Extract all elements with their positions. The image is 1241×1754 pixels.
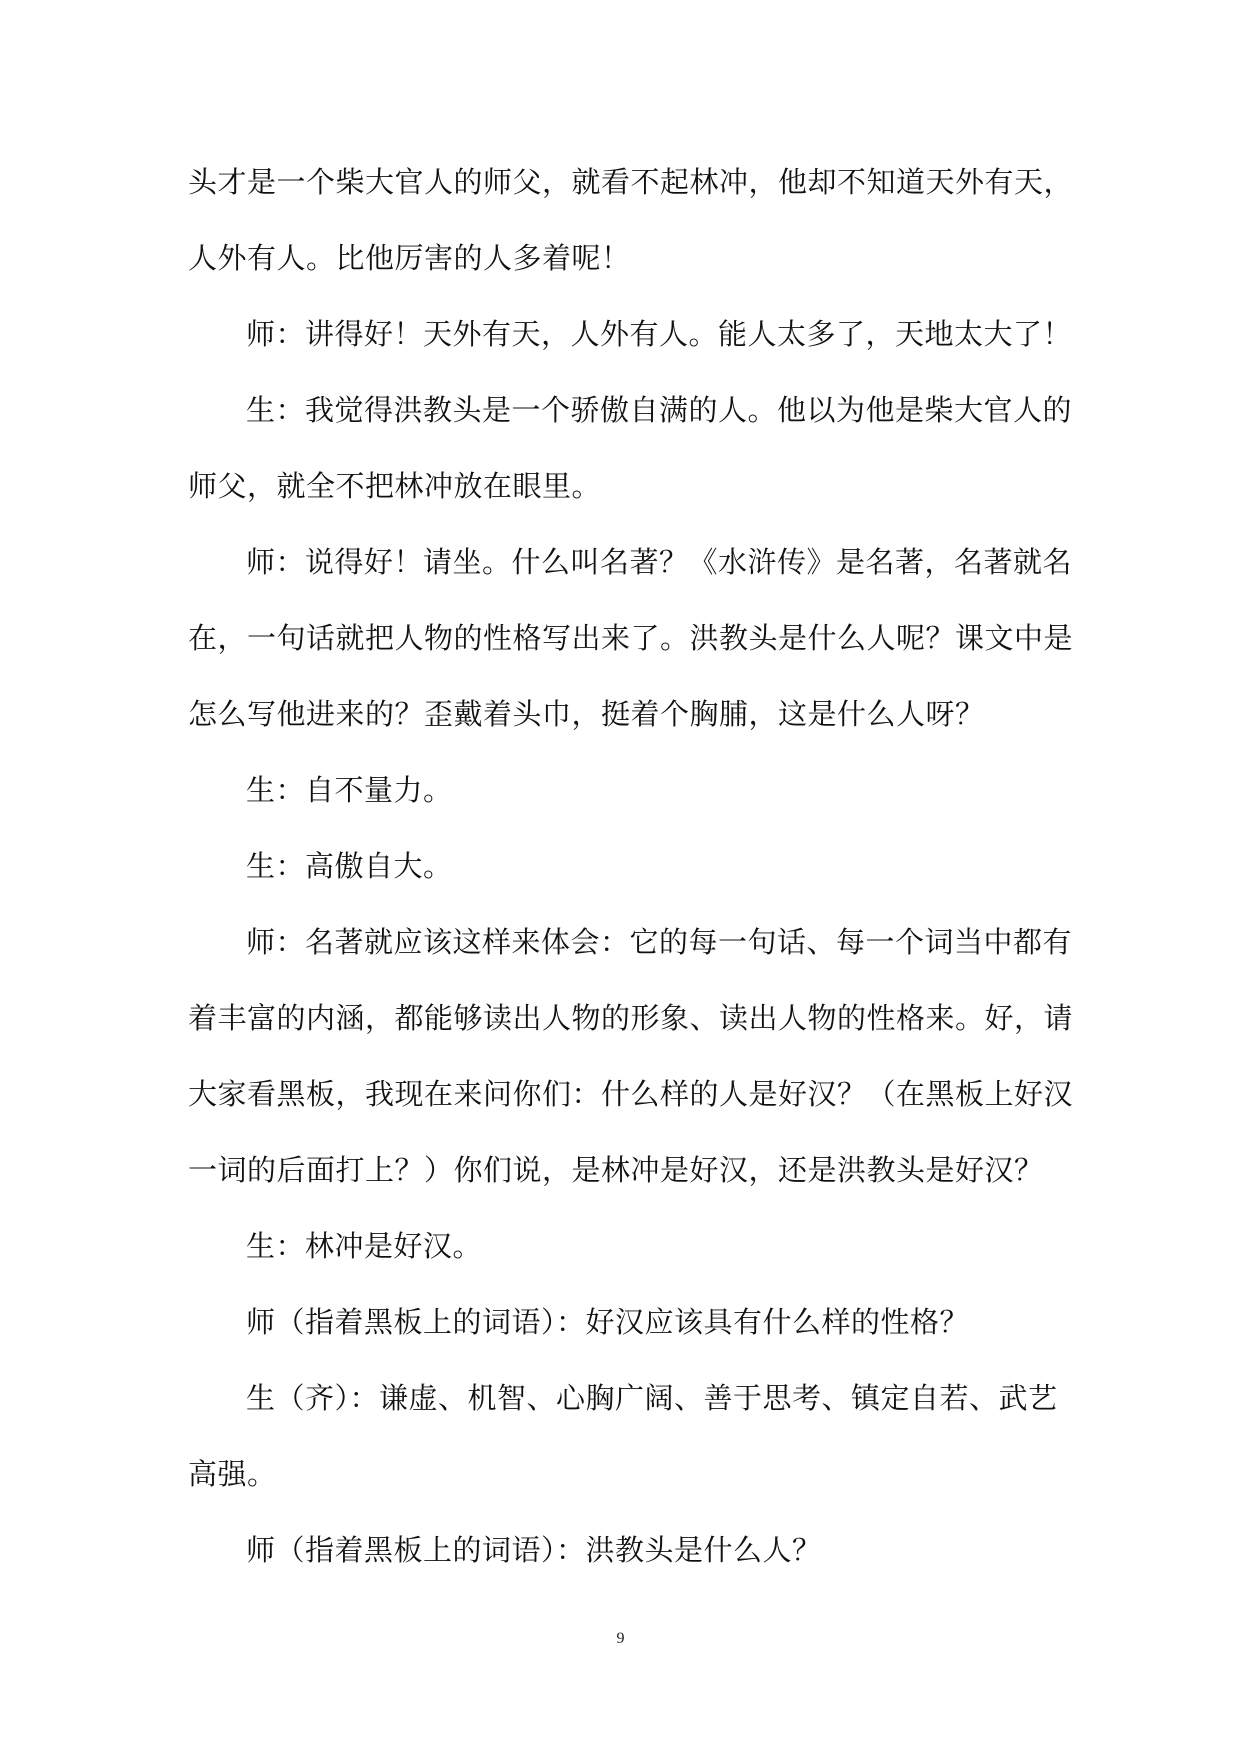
page-number: 9 <box>616 1630 625 1647</box>
text-line: 师：说得好！请坐。什么叫名著？《水浒传》是名著，名著就名 <box>246 545 1073 579</box>
text-line: 生：我觉得洪教头是一个骄傲自满的人。他以为他是柴大官人的 <box>246 393 1073 427</box>
text-line: 生：林冲是好汉。 <box>246 1229 483 1263</box>
text-line: 着丰富的内涵，都能够读出人物的形象、读出人物的性格来。好，请 <box>188 1001 1074 1035</box>
text-line: 师（指着黑板上的词语）：好汉应该具有什么样的性格？ <box>246 1305 970 1339</box>
text-line: 怎么写他进来的？歪戴着头巾，挺着个胸脯，这是什么人呀？ <box>188 697 985 731</box>
document-body <box>188 144 1074 1588</box>
text-line: 生（齐）：谦虚、机智、心胸广阔、善于思考、镇定自若、武艺 <box>246 1381 1058 1415</box>
text-line: 人外有人。比他厉害的人多着呢！ <box>188 241 631 275</box>
text-line: 师：名著就应该这样来体会：它的每一句话、每一个词当中都有 <box>246 925 1073 959</box>
text-line: 生：高傲自大。 <box>246 849 453 883</box>
text-line: 大家看黑板，我现在来问你们：什么样的人是好汉？（在黑板上好汉 <box>188 1077 1074 1111</box>
text-line: 生：自不量力。 <box>246 773 453 807</box>
text-line: 高强。 <box>188 1457 277 1491</box>
text-line: 师父，就全不把林冲放在眼里。 <box>188 469 602 503</box>
text-line: 在，一句话就把人物的性格写出来了。洪教头是什么人呢？课文中是 <box>188 621 1074 655</box>
text-line: 头才是一个柴大官人的师父，就看不起林冲，他却不知道天外有天， <box>188 165 1074 199</box>
text-line: 师：讲得好！天外有天，人外有人。能人太多了，天地太大了！ <box>246 317 1073 351</box>
text-line: 一词的后面打上？）你们说，是林冲是好汉，还是洪教头是好汉？ <box>188 1153 1044 1187</box>
text-line: 师（指着黑板上的词语）：洪教头是什么人？ <box>246 1533 822 1567</box>
